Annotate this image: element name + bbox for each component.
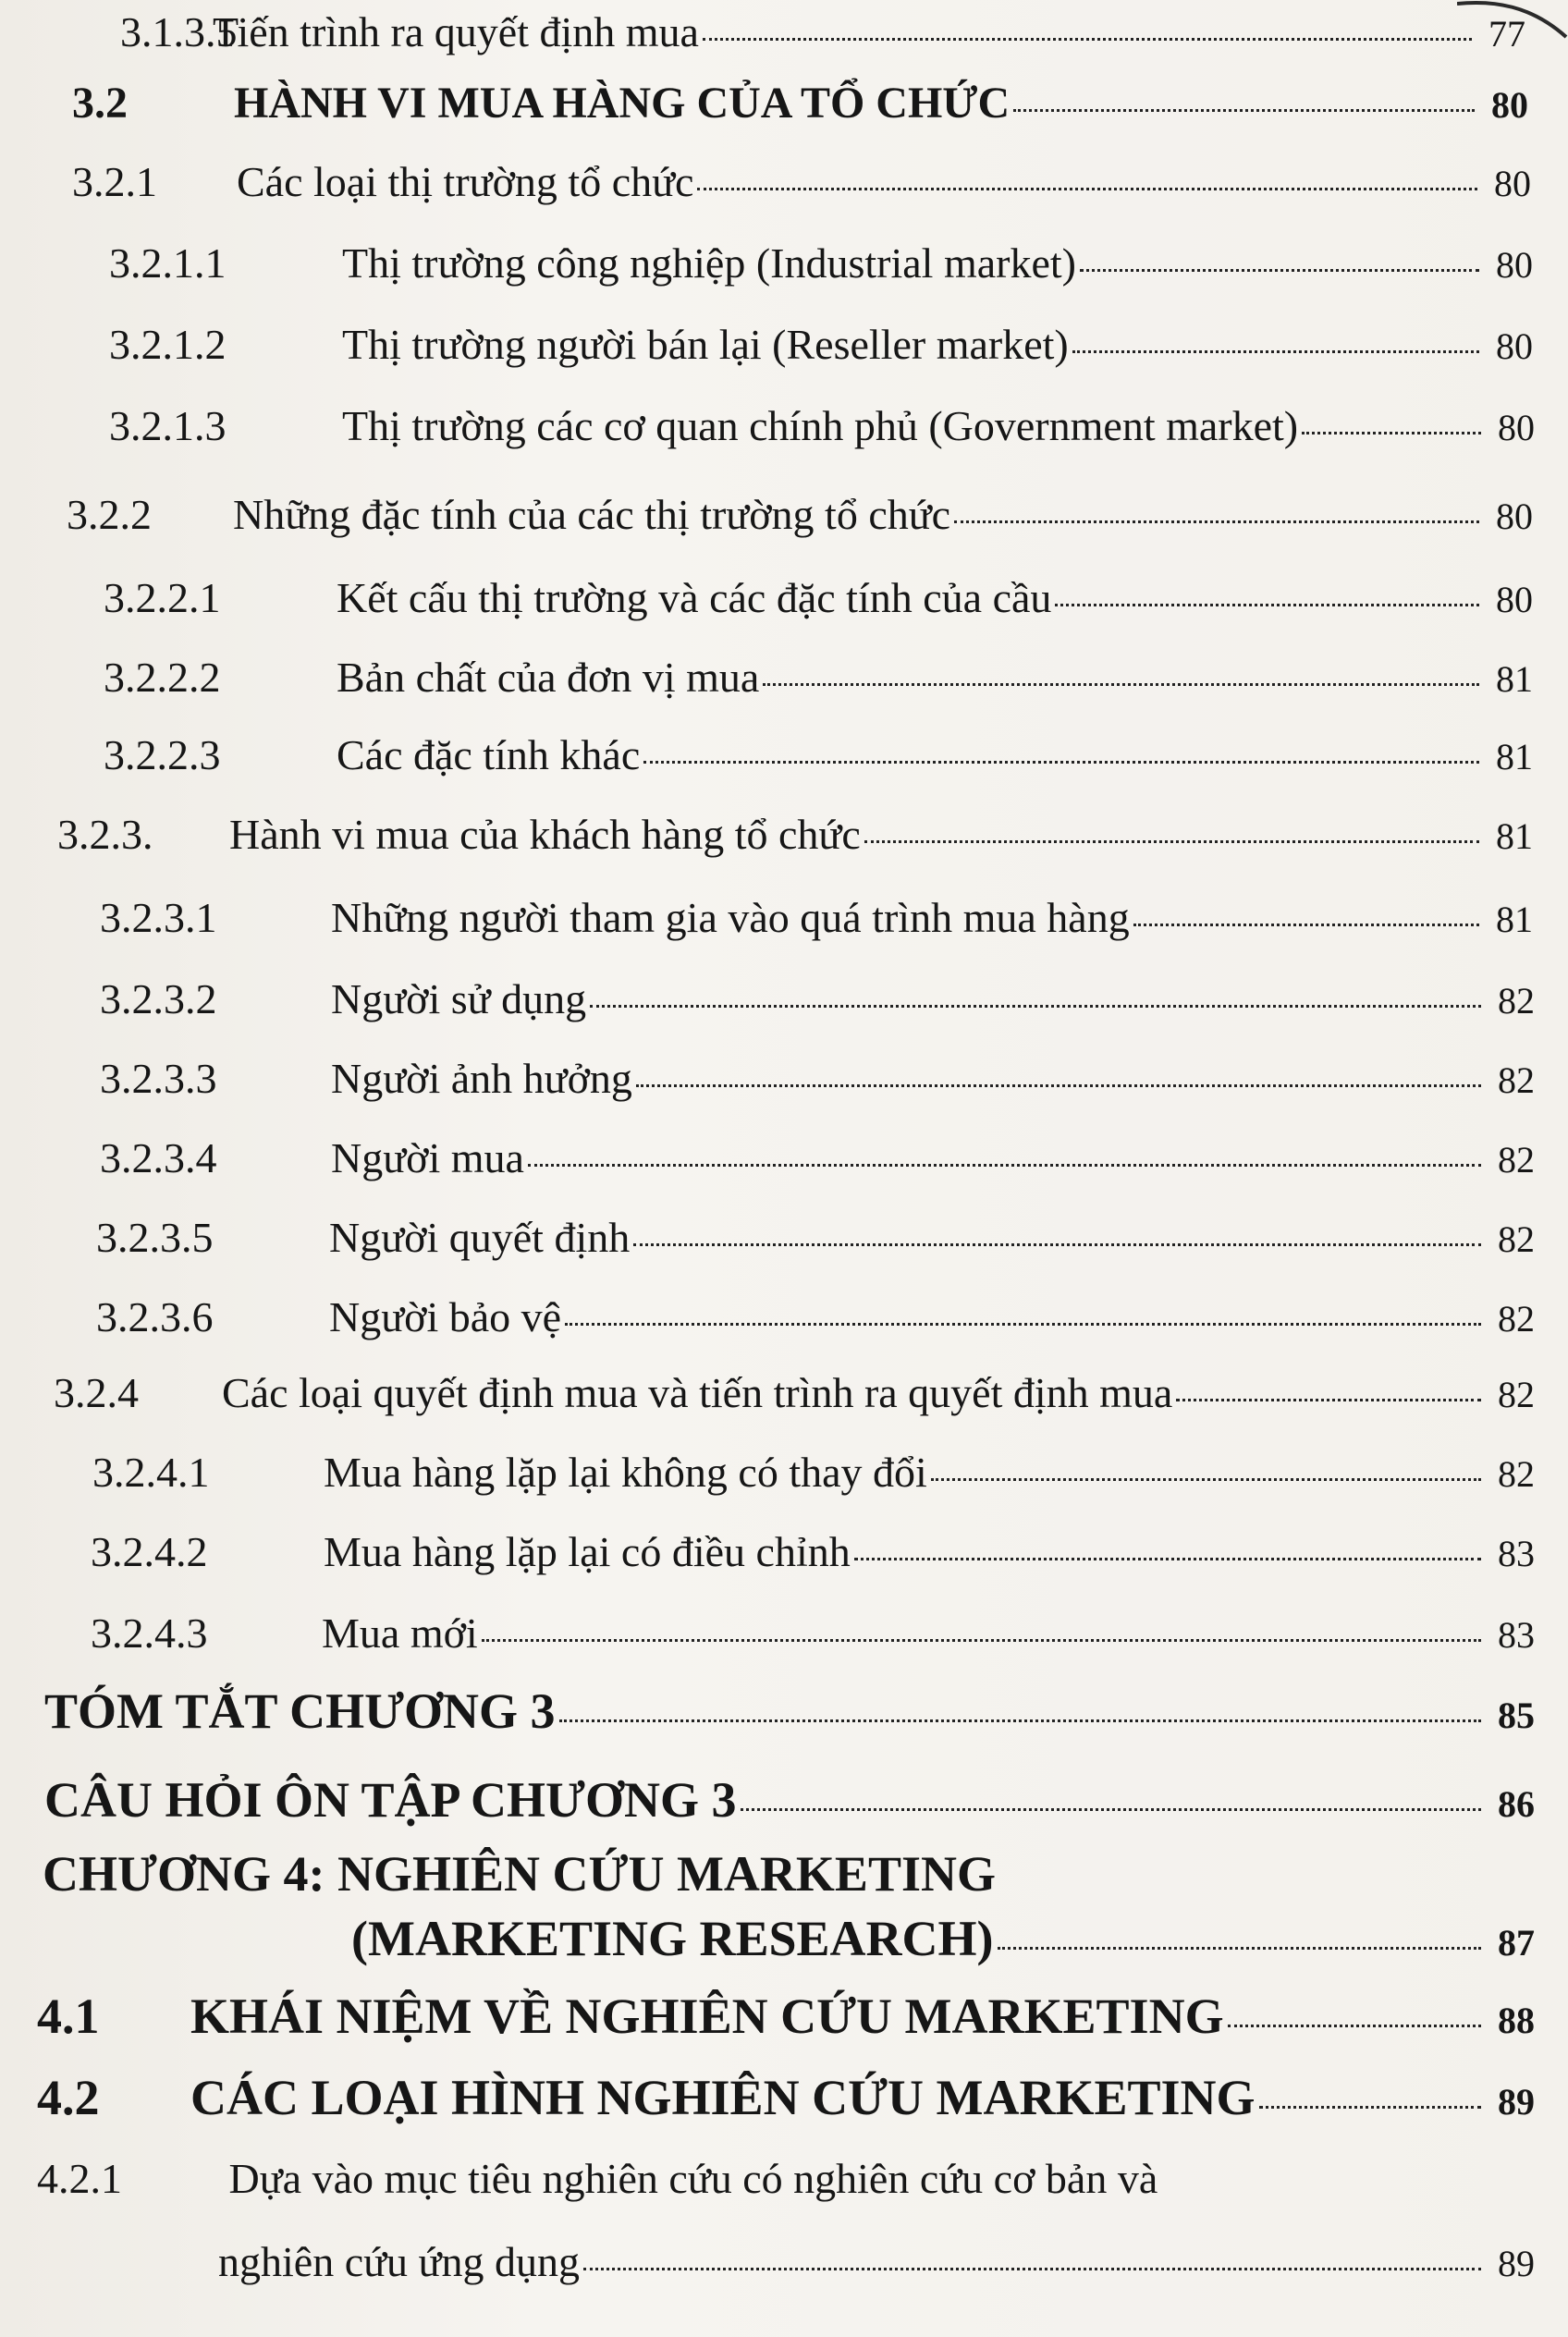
entry-page: 81	[1496, 899, 1533, 940]
entry-title-continued: (MARKETING RESEARCH)	[351, 1911, 994, 1966]
dot-leader	[1072, 350, 1479, 353]
dot-leader	[854, 1558, 1481, 1560]
entry-number: 3.2.4	[54, 1369, 139, 1416]
entry-page: 80	[1494, 163, 1531, 204]
entry-title: Người quyết định	[329, 1214, 631, 1261]
entry-title: CÁC LOẠI HÌNH NGHIÊN CỨU MARKETING	[190, 2070, 1256, 2125]
dot-leader	[1013, 109, 1475, 112]
dot-leader	[931, 1478, 1481, 1481]
toc-entry-summary-chapter-3[interactable]	[44, 1682, 1535, 1740]
entry-number: 3.2.3.1	[100, 894, 217, 941]
entry-title: Các loại quyết định mua và tiến trình ra quyết định mua	[222, 1369, 1173, 1416]
dot-leader	[741, 1808, 1481, 1811]
entry-title: HÀNH VI MUA HÀNG CỦA TỔ CHỨC	[234, 79, 1011, 128]
dot-leader	[703, 38, 1472, 41]
dot-leader	[954, 520, 1479, 523]
chapter-4-heading[interactable]: CHƯƠNG 4: NGHIÊN CỨU MARKETING	[43, 1846, 996, 1902]
entry-title: Hành vi mua của khách hàng tổ chức	[229, 811, 861, 858]
toc-entry-3-2-1-2[interactable]	[109, 320, 1533, 369]
entry-page: 82	[1498, 1453, 1535, 1495]
entry-page: 80	[1496, 579, 1533, 620]
entry-title: Mua mới	[322, 1609, 478, 1657]
entry-number: 3.2	[72, 79, 128, 128]
entry-page: 81	[1496, 815, 1533, 857]
entry-number: 3.2.1.3	[109, 402, 227, 449]
entry-page: 82	[1498, 1374, 1535, 1415]
entry-number: 3.2.1.2	[109, 321, 227, 368]
entry-number: 3.2.3.6	[96, 1293, 214, 1340]
entry-title: Kết cấu thị trường và các đặc tính của cầu	[337, 574, 1052, 621]
toc-entry-chapter-4[interactable]	[351, 1910, 1535, 1967]
entry-page: 85	[1498, 1695, 1535, 1736]
dot-leader	[583, 2268, 1481, 2270]
toc-entry-3-2-3-4[interactable]	[100, 1133, 1535, 1182]
entry-number: 3.2.3.	[57, 811, 153, 858]
toc-entry-4-2[interactable]	[37, 2069, 1535, 2126]
entry-page: 89	[1498, 2081, 1535, 2123]
dot-leader	[864, 840, 1479, 843]
dot-leader	[559, 1719, 1481, 1722]
entry-title: Mua hàng lặp lại có điều chỉnh	[324, 1528, 851, 1575]
entry-title: Tiến trình ra quyết định mua	[213, 8, 699, 55]
entry-page: 81	[1496, 736, 1533, 777]
entry-number: 3.2.3.3	[100, 1055, 217, 1102]
toc-entry-3-2-3-1[interactable]	[100, 893, 1533, 942]
toc-entry-3-2-2-3[interactable]	[104, 730, 1533, 779]
toc-entry-3-2-3-2[interactable]	[100, 974, 1535, 1023]
entry-page: 80	[1498, 407, 1535, 448]
entry-number: 4.1	[37, 1988, 100, 2044]
entry-number: 3.2.1.1	[109, 239, 227, 287]
entry-number: 4.2	[37, 2070, 100, 2125]
toc-entry-3-2-4-1[interactable]	[92, 1448, 1535, 1497]
entry-number: 3.2.2	[67, 491, 152, 538]
dot-leader	[565, 1323, 1481, 1326]
entry-title: Các loại thị trường tổ chức	[237, 158, 694, 205]
dot-leader	[1302, 432, 1481, 434]
toc-entry-3-2-3-5[interactable]	[96, 1213, 1535, 1262]
entry-page: 80	[1491, 84, 1528, 126]
entry-page: 87	[1498, 1922, 1535, 1964]
toc-entry-3-2-2-2[interactable]	[104, 653, 1533, 702]
entry-title: Người bảo vệ	[329, 1293, 562, 1340]
entry-number: 3.1.3.5	[120, 8, 238, 55]
entry-title: CÂU HỎI ÔN TẬP CHƯƠNG 3	[44, 1772, 737, 1828]
entry-title: Mua hàng lặp lại không có thay đổi	[324, 1449, 927, 1496]
dot-leader	[1080, 269, 1479, 272]
dot-leader	[1259, 2106, 1481, 2109]
entry-title: Bản chất của đơn vị mua	[337, 654, 760, 701]
entry-number: 3.2.2.2	[104, 654, 221, 701]
dot-leader	[1055, 604, 1479, 606]
dot-leader	[1228, 2025, 1481, 2027]
entry-title: Những người tham gia vào quá trình mua hàng	[331, 894, 1130, 941]
entry-title: Thị trường các cơ quan chính phủ (Government market)	[342, 402, 1299, 449]
toc-entry-3-2-3-3[interactable]	[100, 1054, 1535, 1103]
entry-number: 3.2.4.3	[91, 1609, 208, 1657]
entry-page: 88	[1498, 2000, 1535, 2041]
entry-page: 83	[1498, 1533, 1535, 1574]
entry-number: 4.2.1	[37, 2155, 122, 2202]
entry-page: 82	[1498, 1298, 1535, 1340]
dot-leader	[636, 1084, 1481, 1087]
toc-entry-3-2-1-1[interactable]	[109, 239, 1533, 288]
dot-leader	[633, 1243, 1481, 1246]
entry-title: Thị trường người bán lại (Reseller market)	[342, 321, 1069, 368]
entry-page: 82	[1498, 1059, 1535, 1101]
toc-entry-4-1[interactable]	[37, 1988, 1535, 2045]
dot-leader	[590, 1005, 1481, 1008]
entry-page: 82	[1498, 1218, 1535, 1260]
dot-leader	[1133, 924, 1479, 926]
entry-title: Người mua	[331, 1134, 524, 1181]
entry-page: 83	[1498, 1614, 1535, 1656]
entry-page: 80	[1496, 496, 1533, 537]
toc-entry-3-2-4-3[interactable]	[91, 1609, 1535, 1658]
entry-page: 89	[1498, 2243, 1535, 2284]
toc-entry-3-1-3-5[interactable]	[120, 7, 1525, 56]
entry-number: 3.2.1	[72, 158, 157, 205]
entry-page: 86	[1498, 1783, 1535, 1825]
entry-number: 3.2.2.1	[104, 574, 221, 621]
entry-title: Người ảnh hưởng	[331, 1055, 632, 1102]
toc-entry-3-2-1[interactable]	[72, 157, 1531, 206]
entry-page: 77	[1488, 13, 1525, 55]
entry-title: Các đặc tính khác	[337, 731, 641, 778]
entry-title: Người sử dụng	[331, 975, 587, 1022]
entry-title: Những đặc tính của các thị trường tổ chức	[233, 491, 951, 538]
dot-leader	[1176, 1399, 1481, 1401]
toc-entry-3-2[interactable]	[72, 78, 1528, 128]
entry-page: 80	[1496, 244, 1533, 286]
toc-entry-4-2-1[interactable]	[218, 2237, 1535, 2286]
entry-number: 3.2.4.2	[91, 1528, 208, 1575]
dot-leader	[763, 683, 1479, 686]
toc-entry-3-2-2-1[interactable]	[104, 573, 1533, 622]
toc-entry-4-2-1-line-1[interactable]	[37, 2154, 1158, 2203]
entry-number: 3.2.3.2	[100, 975, 217, 1022]
toc-entry-3-2-4-2[interactable]	[91, 1527, 1535, 1576]
toc-entry-review-questions-chapter-3[interactable]	[44, 1771, 1535, 1829]
toc-entry-3-2-2[interactable]	[67, 490, 1533, 539]
dot-leader	[528, 1164, 1481, 1167]
entry-title: TÓM TẮT CHƯƠNG 3	[44, 1683, 556, 1739]
dot-leader	[643, 761, 1479, 764]
entry-number: 3.2.4.1	[92, 1449, 210, 1496]
entry-page: 80	[1496, 325, 1533, 367]
toc-entry-3-2-3-6[interactable]	[96, 1292, 1535, 1341]
entry-title: KHÁI NIỆM VỀ NGHIÊN CỨU MARKETING	[190, 1988, 1224, 2044]
entry-title: Thị trường công nghiệp (Industrial market)	[342, 239, 1076, 287]
toc-entry-3-2-4[interactable]	[54, 1368, 1535, 1417]
toc-entry-3-2-3[interactable]	[57, 810, 1533, 859]
dot-leader	[482, 1639, 1481, 1642]
dot-leader	[998, 1947, 1481, 1950]
entry-title: Dựa vào mục tiêu nghiên cứu có nghiên cứu cơ bản và	[228, 2155, 1158, 2202]
entry-page: 82	[1498, 980, 1535, 1022]
entry-number: 3.2.3.4	[100, 1134, 217, 1181]
entry-page: 81	[1496, 658, 1533, 700]
entry-title-continued: nghiên cứu ứng dụng	[218, 2238, 580, 2285]
entry-number: 3.2.3.5	[96, 1214, 214, 1261]
toc-entry-3-2-1-3[interactable]	[109, 401, 1535, 450]
entry-page: 82	[1498, 1139, 1535, 1181]
dot-leader	[697, 188, 1477, 190]
entry-number: 3.2.2.3	[104, 731, 221, 778]
